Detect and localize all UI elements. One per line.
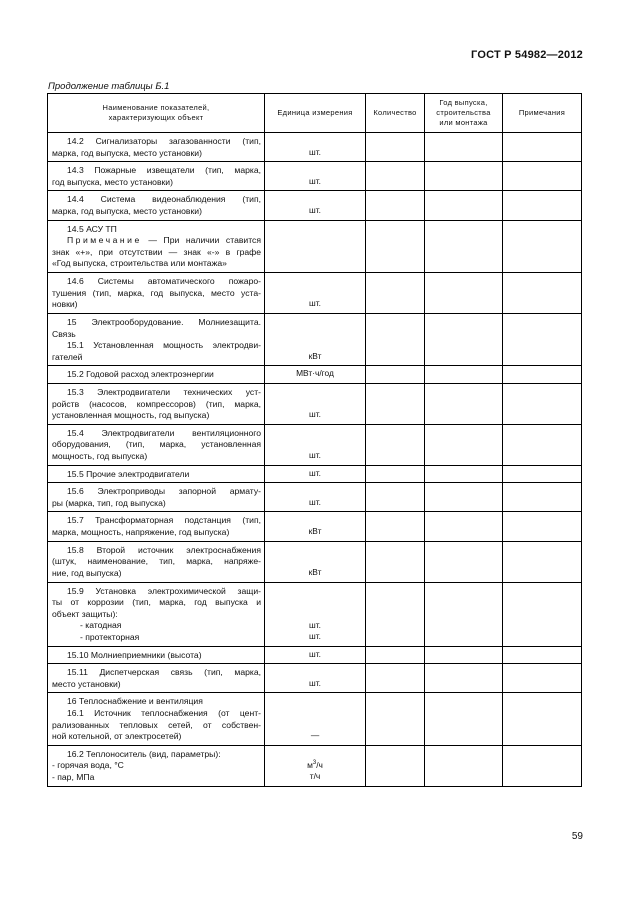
notes-cell bbox=[503, 646, 582, 664]
indicator-text-line: 16.2 Теплоноситель (вид, параметры): bbox=[67, 748, 221, 759]
indicator-text-line: (штук, наименование, тип, марка, напряже- bbox=[52, 556, 261, 567]
data-table bbox=[47, 93, 582, 787]
unit-cell bbox=[265, 664, 366, 693]
unit-cell bbox=[265, 272, 366, 313]
unit-cell bbox=[265, 313, 366, 365]
unit-value: шт. bbox=[309, 205, 321, 216]
header-col-quantity bbox=[366, 94, 425, 133]
indicator-text-line: установленная мощность, год выпуска) bbox=[52, 410, 210, 421]
year-cell bbox=[425, 465, 503, 483]
notes-cell bbox=[503, 541, 582, 582]
indicator-name-cell bbox=[48, 465, 265, 483]
unit-value: кВт bbox=[308, 567, 322, 578]
unit-part: /ч bbox=[316, 759, 323, 770]
indicator-text-line: место установки) bbox=[52, 678, 121, 689]
indicator-name-cell bbox=[48, 133, 265, 162]
indicator-name-cell bbox=[48, 383, 265, 424]
table-row bbox=[48, 465, 582, 483]
unit-cell bbox=[265, 366, 366, 384]
table-row bbox=[48, 133, 582, 162]
unit-cell bbox=[265, 483, 366, 512]
year-cell bbox=[425, 162, 503, 191]
quantity-cell bbox=[366, 366, 425, 384]
indicator-text-line: 15.10 Молниеприемники (высота) bbox=[67, 649, 202, 660]
quantity-cell bbox=[366, 541, 425, 582]
indicator-text-line: «Год выпуска, строительства или монтажа» bbox=[52, 258, 227, 269]
unit-cell bbox=[265, 383, 366, 424]
indicator-text-line: - горячая вода, °С bbox=[52, 760, 124, 771]
notes-cell bbox=[503, 313, 582, 365]
indicator-text-line: 14.4 Система видеонаблюдения (тип, bbox=[67, 194, 261, 205]
indicator-name-cell bbox=[48, 582, 265, 646]
indicator-text-line: ной котельной, от электросетей) bbox=[52, 731, 182, 742]
indicator-text-line: 15 Электрооборудование. Молниезащита. bbox=[67, 316, 261, 327]
header-line: Единица измерения bbox=[277, 108, 353, 117]
year-cell bbox=[425, 693, 503, 745]
indicator-name-cell bbox=[48, 483, 265, 512]
notes-cell bbox=[503, 465, 582, 483]
notes-cell bbox=[503, 424, 582, 465]
year-cell bbox=[425, 483, 503, 512]
indicator-text-line: 14.2 Сигнализаторы загазованности (тип, bbox=[67, 136, 261, 146]
unit-value: шт. bbox=[309, 619, 321, 630]
table-row bbox=[48, 220, 582, 272]
unit-cell bbox=[265, 424, 366, 465]
indicator-text-line: мощность, год выпуска) bbox=[52, 450, 148, 461]
table-row bbox=[48, 664, 582, 693]
unit-value: шт. bbox=[309, 467, 321, 478]
table-row bbox=[48, 512, 582, 541]
indicator-name-cell bbox=[48, 191, 265, 220]
indicator-name-cell bbox=[48, 424, 265, 465]
standard-number: ГОСТ Р 54982—2012 bbox=[471, 49, 583, 61]
header-line: Примечания bbox=[518, 108, 566, 117]
year-cell bbox=[425, 582, 503, 646]
year-cell bbox=[425, 383, 503, 424]
quantity-cell bbox=[366, 424, 425, 465]
indicator-text-line: новки) bbox=[52, 299, 78, 310]
unit-value: шт. bbox=[309, 175, 321, 186]
year-cell bbox=[425, 745, 503, 786]
year-cell bbox=[425, 541, 503, 582]
unit-cell bbox=[265, 541, 366, 582]
indicator-name-cell bbox=[48, 512, 265, 541]
indicator-text-line: гателей bbox=[52, 351, 83, 362]
indicator-text-line: рализованных тепловых сетей, от собствен- bbox=[52, 719, 261, 730]
indicator-text-line: Примечание — При наличии ставится bbox=[67, 235, 261, 246]
table-row bbox=[48, 646, 582, 664]
header-line: или монтажа bbox=[439, 118, 488, 127]
unit-value: кВт bbox=[308, 350, 322, 361]
indicator-text-line: 15.9 Установка электрохимической защи- bbox=[67, 585, 261, 596]
quantity-cell bbox=[366, 313, 425, 365]
indicator-text-line: 15.11 Диспетчерская связь (тип, марка, bbox=[67, 667, 261, 678]
year-cell bbox=[425, 272, 503, 313]
indicator-text-line: объект защиты): bbox=[52, 608, 118, 619]
quantity-cell bbox=[366, 220, 425, 272]
indicator-name-cell bbox=[48, 646, 265, 664]
unit-value: шт. bbox=[309, 677, 321, 688]
indicator-name-cell bbox=[48, 541, 265, 582]
indicator-text-line: - протекторная bbox=[80, 632, 140, 643]
quantity-cell bbox=[366, 512, 425, 541]
table-row bbox=[48, 162, 582, 191]
indicator-text-line: 14.5 АСУ ТП bbox=[67, 223, 117, 234]
indicator-text-line: год выпуска, место установки) bbox=[52, 176, 173, 187]
unit-cell bbox=[265, 693, 366, 745]
quantity-cell bbox=[366, 483, 425, 512]
notes-cell bbox=[503, 191, 582, 220]
indicator-text-line: 15.1 Установленная мощность электродви- bbox=[67, 340, 261, 351]
indicator-text-line: 15.5 Прочие электродвигатели bbox=[67, 468, 190, 479]
indicator-text-line: - катодная bbox=[80, 620, 122, 631]
indicator-text-line: ние, год выпуска) bbox=[52, 567, 122, 578]
indicator-text-line: 15.3 Электродвигатели технических уст- bbox=[67, 386, 261, 397]
unit-value: т/ч bbox=[309, 771, 321, 782]
quantity-cell bbox=[366, 745, 425, 786]
year-cell bbox=[425, 664, 503, 693]
indicator-text-line: 16.1 Источник теплоснабжения (от цент- bbox=[67, 708, 261, 719]
notes-cell bbox=[503, 133, 582, 162]
indicator-name-cell bbox=[48, 313, 265, 365]
quantity-cell bbox=[366, 646, 425, 664]
indicator-text-line: ры (марка, тип, год выпуска) bbox=[52, 497, 166, 508]
table-row bbox=[48, 313, 582, 365]
table-row bbox=[48, 191, 582, 220]
notes-cell bbox=[503, 272, 582, 313]
table-row bbox=[48, 272, 582, 313]
indicator-name-cell bbox=[48, 664, 265, 693]
header-line: строительства bbox=[436, 108, 491, 117]
header-col-year bbox=[425, 94, 503, 133]
table-row bbox=[48, 582, 582, 646]
header-col-unit bbox=[265, 94, 366, 133]
indicator-text-line: - пар, МПа bbox=[52, 772, 95, 782]
quantity-cell bbox=[366, 465, 425, 483]
page-number: 59 bbox=[571, 831, 583, 842]
unit-cell bbox=[265, 745, 366, 786]
year-cell bbox=[425, 646, 503, 664]
table-row bbox=[48, 693, 582, 745]
notes-cell bbox=[503, 220, 582, 272]
indicator-text-line: 15.7 Трансформаторная подстанция (тип, bbox=[67, 515, 261, 526]
indicator-text-line: оборудования, (тип, марка, установленная bbox=[52, 439, 261, 450]
indicator-text-line: 15.6 Электроприводы запорной армату- bbox=[67, 486, 261, 497]
notes-cell bbox=[503, 693, 582, 745]
header-line: Наименование показателей, bbox=[102, 103, 210, 112]
indicator-name-cell bbox=[48, 272, 265, 313]
unit-cell bbox=[265, 220, 366, 272]
table-caption: Продолжение таблицы Б.1 bbox=[48, 81, 170, 92]
notes-cell bbox=[503, 383, 582, 424]
table-row bbox=[48, 483, 582, 512]
unit-cell bbox=[265, 512, 366, 541]
indicator-text-line: тушения (тип, марка, год выпуска, место уста- bbox=[52, 287, 261, 298]
unit-value: кВт bbox=[308, 526, 322, 537]
indicator-text-line: 15.8 Второй источник электроснабжения bbox=[67, 544, 261, 555]
quantity-cell bbox=[366, 133, 425, 162]
year-cell bbox=[425, 191, 503, 220]
quantity-cell bbox=[366, 582, 425, 646]
note-label: Примечание bbox=[67, 235, 142, 246]
year-cell bbox=[425, 424, 503, 465]
header-col-name bbox=[48, 94, 265, 133]
unit-value bbox=[267, 760, 363, 772]
indicator-text-line: 16 Теплоснабжение и вентиляция bbox=[67, 696, 203, 707]
unit-cell bbox=[265, 582, 366, 646]
unit-value: шт. bbox=[309, 146, 321, 157]
unit-part: 3 bbox=[312, 760, 317, 767]
indicator-text-line: 15.2 Годовой расход электроэнергии bbox=[67, 369, 214, 380]
header-line: характеризующих объект bbox=[108, 113, 204, 122]
notes-cell bbox=[503, 664, 582, 693]
table-row bbox=[48, 383, 582, 424]
unit-part: м bbox=[307, 759, 313, 770]
table-row bbox=[48, 745, 582, 786]
indicator-text-line: 15.4 Электродвигатели вентиляционного bbox=[67, 427, 261, 438]
notes-cell bbox=[503, 366, 582, 384]
quantity-cell bbox=[366, 191, 425, 220]
indicator-text-line: Связь bbox=[52, 328, 76, 339]
indicator-name-cell bbox=[48, 366, 265, 384]
indicator-name-cell bbox=[48, 693, 265, 745]
indicator-text-line: ты от коррозии (тип, марка, год выпуска и bbox=[52, 597, 261, 608]
indicator-text-line: марка, год выпуска, место установки) bbox=[52, 147, 202, 158]
quantity-cell bbox=[366, 383, 425, 424]
year-cell bbox=[425, 133, 503, 162]
unit-value: — bbox=[310, 730, 320, 741]
header-col-notes bbox=[503, 94, 582, 133]
notes-cell bbox=[503, 512, 582, 541]
unit-value: шт. bbox=[309, 631, 321, 642]
unit-value: МВт·ч/год bbox=[296, 368, 334, 379]
unit-cell bbox=[265, 465, 366, 483]
notes-cell bbox=[503, 745, 582, 786]
quantity-cell bbox=[366, 162, 425, 191]
indicator-text-line: марка, мощность, напряжение, год выпуска) bbox=[52, 527, 230, 538]
table-row bbox=[48, 424, 582, 465]
header-line: Количество bbox=[373, 108, 417, 117]
notes-cell bbox=[503, 582, 582, 646]
indicator-name-cell bbox=[48, 745, 265, 786]
unit-cell bbox=[265, 162, 366, 191]
year-cell bbox=[425, 313, 503, 365]
unit-value: шт. bbox=[309, 648, 321, 659]
indicator-name-cell bbox=[48, 162, 265, 191]
unit-cell bbox=[265, 646, 366, 664]
year-cell bbox=[425, 366, 503, 384]
quantity-cell bbox=[366, 664, 425, 693]
indicator-text-line: 14.6 Системы автоматического пожаро- bbox=[67, 275, 261, 286]
notes-cell bbox=[503, 162, 582, 191]
table-header-row bbox=[48, 94, 582, 133]
quantity-cell bbox=[366, 272, 425, 313]
table-row bbox=[48, 541, 582, 582]
header-line: Год выпуска, bbox=[439, 98, 488, 107]
year-cell bbox=[425, 512, 503, 541]
indicator-text-line: знак «+», при отсутствии — знак «-» в графе bbox=[52, 246, 261, 257]
unit-value: шт. bbox=[309, 450, 321, 461]
table-row bbox=[48, 366, 582, 384]
unit-value: шт. bbox=[309, 298, 321, 309]
indicator-name-cell bbox=[48, 220, 265, 272]
unit-value: шт. bbox=[309, 409, 321, 420]
indicator-text-line: 14.3 Пожарные извещатели (тип, марка, bbox=[67, 165, 261, 176]
unit-value: шт. bbox=[309, 496, 321, 507]
year-cell bbox=[425, 220, 503, 272]
unit-cell bbox=[265, 191, 366, 220]
indicator-text-line: марка, год выпуска, место установки) bbox=[52, 205, 202, 216]
unit-cell bbox=[265, 133, 366, 162]
indicator-text-line: ройств (насосов, компрессоров) (тип, марка, bbox=[52, 398, 261, 409]
quantity-cell bbox=[366, 693, 425, 745]
notes-cell bbox=[503, 483, 582, 512]
